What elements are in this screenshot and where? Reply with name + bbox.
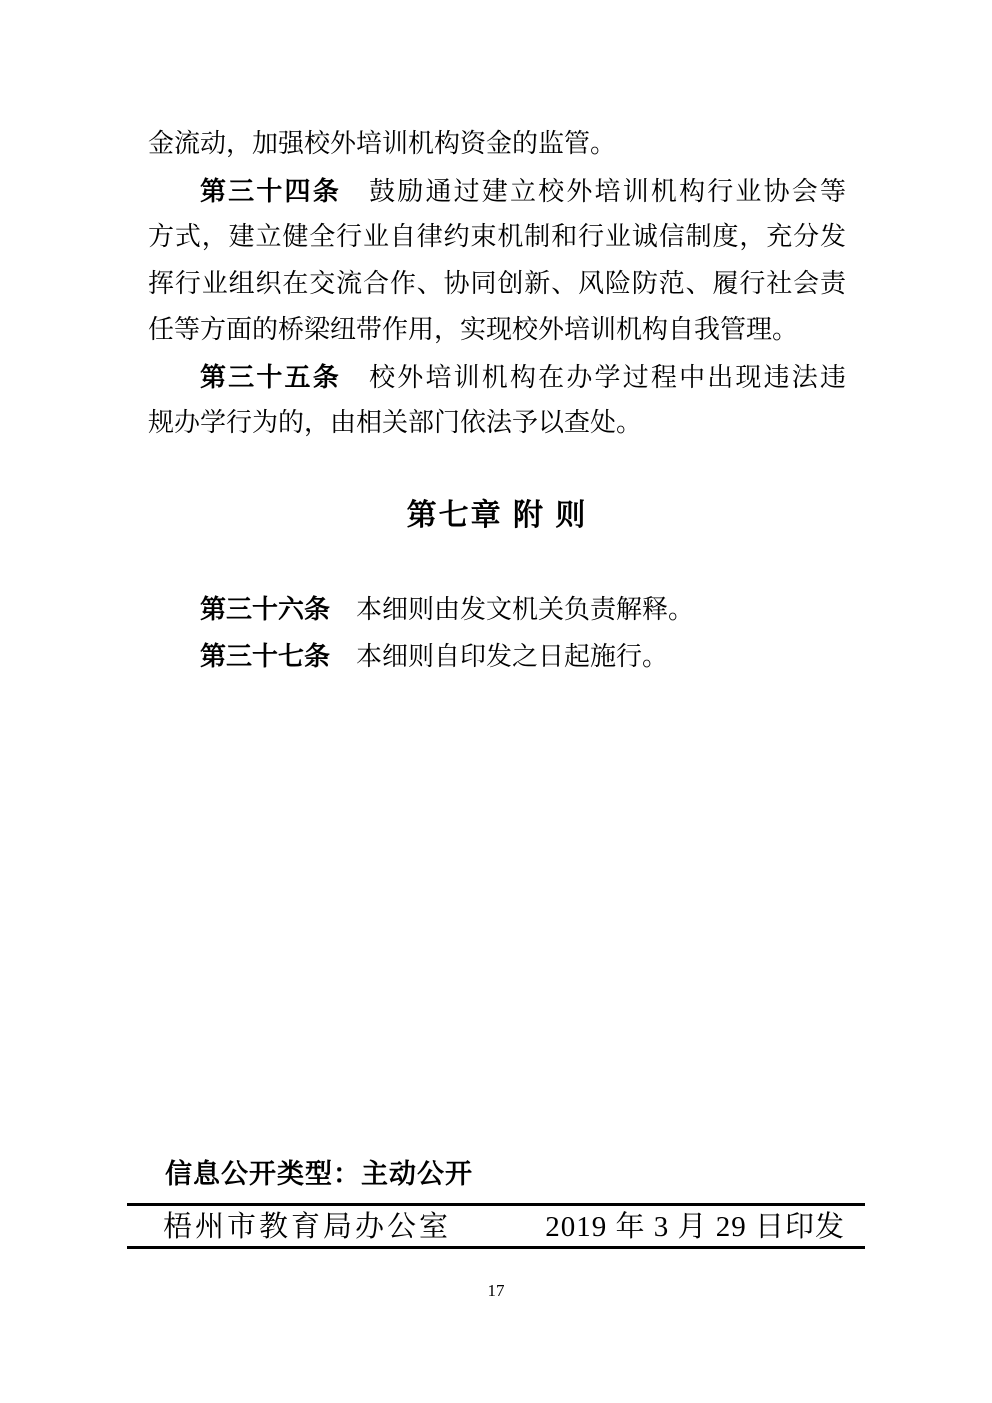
- article-number: 第七章 附 则: [406, 499, 588, 532]
- text-segment: 本细则由发文机关负责解释。: [330, 595, 695, 624]
- footer-rule-top: [127, 1203, 865, 1206]
- footer-rule-bottom: [127, 1246, 865, 1249]
- text-line: [148, 307, 846, 354]
- text-segment: 本细则自印发之日起施行。: [330, 641, 669, 671]
- text-segment: 鼓励通过建立校外培训机构行业协会等: [340, 176, 846, 206]
- page-number: 17: [487, 1281, 505, 1300]
- document-body: [148, 121, 846, 679]
- text-line: [148, 400, 846, 447]
- article-number: 第三十五条: [200, 361, 341, 392]
- text-segment: 校外培训机构在办学过程中出现违法违: [340, 362, 846, 392]
- text-line: [148, 261, 846, 308]
- article-number: 第三十四条: [200, 175, 341, 206]
- text-line: [148, 214, 846, 261]
- chapter-heading: [148, 493, 846, 540]
- text-segment: 方式，建立健全行业自律约束机制和行业诚信制度，充分发: [148, 222, 846, 251]
- text-segment: 挥行业组织在交流合作、协同创新、风险防范、履行社会责: [148, 268, 846, 298]
- text-line: [148, 586, 846, 633]
- footer-row: [127, 1209, 865, 1245]
- blank-line: [148, 540, 846, 587]
- text-line: [148, 168, 846, 215]
- text-line: [148, 121, 846, 168]
- text-segment: 任等方面的桥梁纽带作用，实现校外培训机构自我管理。: [148, 315, 799, 344]
- blank-line: [148, 447, 846, 494]
- article-number: 第三十七条: [200, 640, 331, 671]
- article-number: 第三十六条: [200, 594, 331, 624]
- text-segment: 规办学行为的，由相关部门依法予以查处。: [148, 408, 643, 437]
- text-line: [148, 354, 846, 401]
- text-line: [148, 633, 846, 680]
- footer-print-date: 2019 年 3 月 29 日印发: [545, 1211, 845, 1243]
- footer-issuer: 梧州市教育局办公室: [163, 1211, 452, 1243]
- disclosure-type-label: 信息公开类型：主动公开: [165, 1159, 473, 1189]
- text-segment: 金流动，加强校外培训机构资金的监管。: [148, 129, 617, 158]
